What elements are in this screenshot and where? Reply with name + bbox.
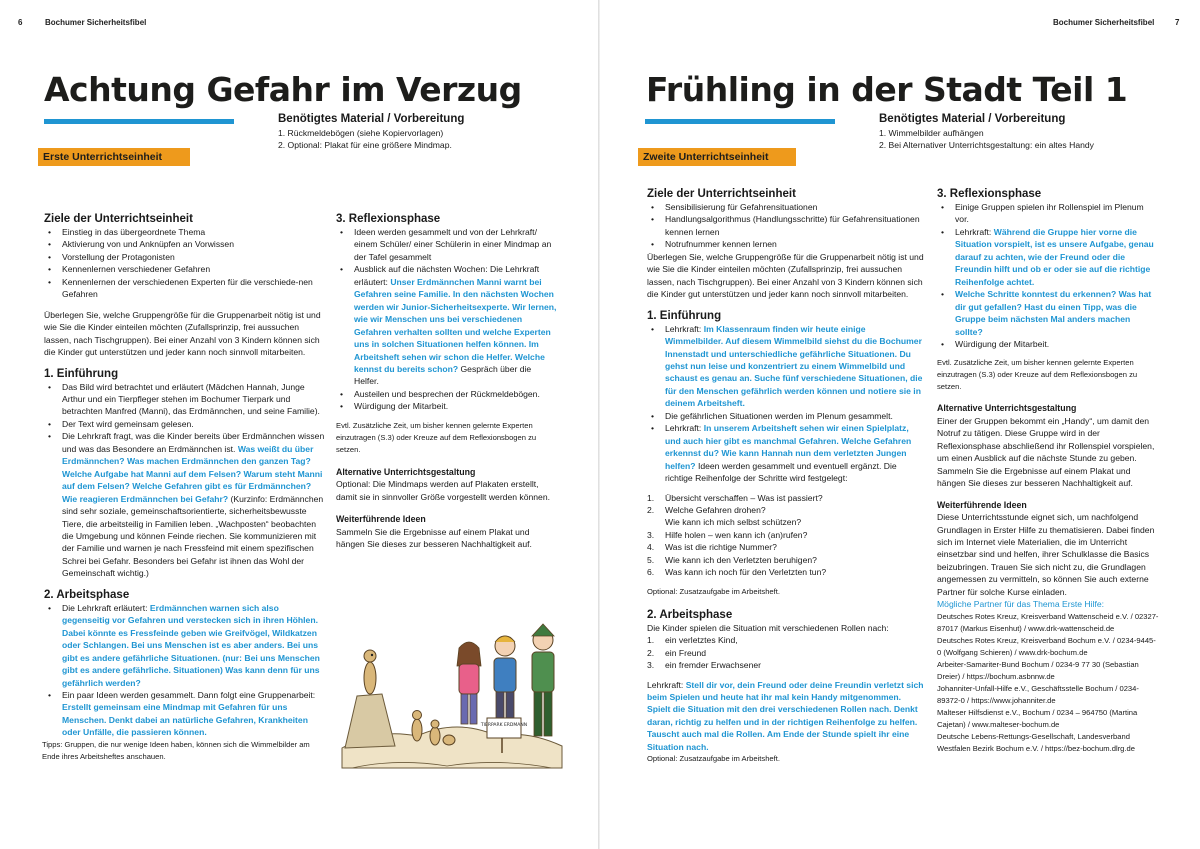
list-item: • Das Bild wird betrachtet und erläutert (Mädchen Hannah, Junge Arthur und ein Tierpfleger stehen im Bochumer Tierpark und betrachten Manfred (Manni), das Erdmännchen, und seine Familie). — [44, 381, 326, 418]
left-column — [647, 187, 925, 765]
intro-heading: 1. Einführung — [647, 309, 722, 322]
material-box — [879, 112, 1094, 151]
alt-heading: Alternative Unterrichtsgestaltung — [937, 403, 1077, 414]
list-item: • Sensibilisierung für Gefahrensituationen — [647, 201, 925, 213]
partner-entry: Deutsches Rotes Kreuz, Kreisverband Bochum e.V. / 0234-9445-0 (Wolfgang Schieren) / www.drk-bochum.de — [937, 635, 1156, 657]
title-rule — [645, 119, 835, 124]
intro-list — [647, 323, 925, 485]
alt-paragraph: Einer der Gruppen bekommt ein „Handy“, um damit den Notruf zu tätigen. Diese Gruppe wird in der Reflexionsphase abschließend ihr Rollenspiel vorspielen, um einen Ausblick auf die nächste Stunde zu geben. Sammeln Sie die Ergebnisse auf einem Plakat und hängen Sie dieses zur besseren Nachhaltigkeit auf. — [937, 415, 1155, 489]
page-title: Achtung Gefahr im Verzug — [44, 70, 522, 109]
alt-paragraph: Optional: Die Mindmaps werden auf Plakaten erstellt, damit sie in sinnvoller Größe vorgestellt werden können. — [336, 479, 550, 502]
goals-list — [647, 201, 925, 251]
list-item: • Aktivierung von und Anknüpfen an Vorwissen — [44, 238, 326, 250]
list-item: • Einstieg in das übergeordnete Thema — [44, 226, 326, 238]
list-item: • Notrufnummer kennen lernen — [647, 238, 925, 250]
sign-text: TIERPARK ERDMANN — [480, 723, 528, 728]
reflex-list — [937, 201, 1159, 350]
list-item: • Würdigung der Mitarbeit. — [937, 338, 1159, 350]
intro-list — [44, 381, 326, 580]
list-item: • Kennenlernen verschiedener Gefahren — [44, 263, 326, 275]
reflex-heading: 3. Reflexionsphase — [336, 213, 441, 225]
work-paragraph: Die Kinder spielen die Situation mit verschiedenen Rollen nach: — [647, 622, 889, 633]
material-item: 2. Bei Alternativer Unterrichtsgestaltung: ein altes Handy — [879, 140, 1094, 150]
list-item: • Kennenlernen der verschiedenen Experten für die verschiede-nen Gefahren — [44, 276, 326, 301]
running-head: Bochumer Sicherheitsfibel — [45, 18, 147, 27]
groups-paragraph: Überlegen Sie, welche Gruppengröße für die Gruppenarbeit nötig ist und wie Sie die Kinder einteilen möchten (Zufallsprinzip, frei aussuchen lassen, nach Tischgruppen). Bei einer Anzahl von 3 Kindern können sich die Kinder gut unterstützen und jeder kann noch sinnvoll mitarbeiten. — [647, 251, 924, 300]
page-number: 6 — [18, 18, 23, 27]
running-head: Bochumer Sicherheitsfibel — [1053, 18, 1155, 27]
goals-heading: Ziele der Unterrichtseinheit — [647, 188, 796, 200]
list-item: 4. Was ist die richtige Nummer? — [647, 542, 777, 553]
list-item: 2. ein Freund — [647, 647, 707, 658]
work-teacher-paragraph: Lehrkraft: Stell dir vor, dein Freund oder deine Freundin verletzt sich beim Spielen und heute hat ihr mal kein Handy mitgenommen. Spielt die Situation mit den drei verschiedenen Rollen nach. Denkt daran, richtig zu helfen und in der richtigen Reihenfolge zu helfen. Tauscht auch mal die Rollen. Am Ende der Stunde spielt ihr eine Situation nach. — [647, 679, 924, 752]
goals-list — [44, 226, 326, 301]
right-column — [336, 212, 558, 551]
list-item: • Die Lehrkraft fragt, was die Kinder bereits über Erdmännchen wissen und was das Besondere an Erdmännchen ist. Was weißt du über Erdmännchen? Was machen Erdmännchen den ganzen Tag? Welche Aufgabe hat Manni auf dem Felsen? Warum steht Manni auf dem Felsen? Welche Gefahren gibt es für Erdmännchen? Wie reagieren Erdmännchen bei Gefahr? (Kurzinfo: Erdmännchen sind sehr soziale, gemeinschaftsorientierte, sicherheitsbewusste Tiere, die arbeitsteilig in Familien leben. „Wachposten“ beobachten die Umgebung und können Feinde riechen. Sie kommunizieren mit der Familie und warnen je nach Fressfeind mit einem spezifischen Schrei bei Gefahr. Besonders bei Gefahr ist ihnen das Wohl der Gemeinschaft wichtig.) — [44, 430, 326, 579]
groups-paragraph: Überlegen Sie, welche Gruppengröße für die Gruppenarbeit nötig ist und wie Sie die Kinder einteilen möchten (Zufallsprinzip, frei aussuchen lassen, nach Tischgruppen). Bei einer Anzahl von 3 Kindern können sich die Kinder gut unterstützen und jeder kann noch sinnvoll mitarbeiten. — [44, 309, 321, 358]
unit-tag: Zweite Unterrichtseinheit — [638, 148, 796, 166]
list-item: 3. ein fremder Erwachsener — [647, 660, 762, 671]
goals-heading: Ziele der Unterrichtseinheit — [44, 213, 193, 225]
work-heading: 2. Arbeitsphase — [44, 588, 130, 601]
partners-heading: Mögliche Partner für das Thema Erste Hilfe: — [937, 599, 1105, 610]
work-heading: 2. Arbeitsphase — [647, 608, 733, 621]
extra-time-note: Evtl. Zusätzliche Zeit, um bisher kennen gelernte Experten einzutragen (S.3) oder Kreuze auf dem Reflexionsbogen zu setzen. — [336, 420, 537, 454]
list-item: • Ausblick auf die nächsten Wochen: Die Lehrkraft erläutert: Unser Erdmännchen Manni warnt bei Gefahren seine Familie. In den nächsten Wochen werden wir Junior-Sicherheitsexperte. Wir lernen, wie wir Menschen uns bei verschiedenen Gefahren verhalten sollten und welche Experten uns in solchen Situationen helfen können. Im Arbeitsheft sehen wir schon die Helfer. Welche kennst du bereits schon? Gespräch über die Helfer. — [336, 263, 558, 388]
meerkat-children-illustration — [337, 618, 567, 778]
left-column — [44, 212, 326, 763]
further-heading: Weiterführende Ideen — [336, 514, 426, 525]
list-item: 1. ein verletztes Kind, — [647, 635, 738, 646]
extra-time-note: Evtl. Zusätzliche Zeit, um bisher kennen gelernte Experten einzutragen (S.3) oder Kreuze auf dem Reflexionsbogen zu setzen. — [937, 358, 1138, 392]
partner-entry: Arbeiter-Samariter-Bund Bochum / 0234-9 77 30 (Sebastian Dreier) / https://bochum.asbnnw.de — [937, 659, 1139, 681]
partner-entry: Deutsche Lebens-Rettungs-Gesellschaft, Landesverband Westfalen Bezirk Bochum e.V. / https://bez-bochum.dlrg.de — [937, 731, 1135, 753]
further-paragraph: Sammeln Sie die Ergebnisse auf einem Plakat und hängen Sie dieses zur besseren Nachhaltigkeit auf. — [336, 526, 532, 550]
list-item: 2. Welche Gefahren drohen? — [647, 504, 766, 515]
further-paragraph: Diese Unterrichtsstunde eignet sich, um nachfolgend Grundlagen in Erster Hilfe zu thematisieren. Dabei finden sich im Internet viele Materialien, die im Unterricht einsetzbar sind und helfen, ihrer Schulklasse die Basics beizubringen. Trauen Sie sich nicht zu, die Grundlagen angemessen zu vermitteln, so können Sie auch externe Partner für solche Kurse einladen. — [937, 512, 1155, 597]
steps-list — [647, 492, 925, 579]
right-page — [600, 0, 1200, 849]
list-item: 1. Übersicht verschaffen – Was ist passiert? — [647, 492, 823, 503]
list-item: • Lehrkraft: Im Klassenraum finden wir heute einige Wimmelbilder. Auf diesem Wimmelbild siehst du die Bochumer Innenstadt und unterschiedliche gefährliche Situationen. Du gehst nun leise und konzentriert zu einem Wimmelbild und schaust es genau an. Suche fünf verschiedene Situationen, die für den Menschen gefährlich werden können und notiere sie in deinem Arbeitsheft. — [647, 323, 925, 410]
reflex-list — [336, 226, 558, 413]
list-item: • Einige Gruppen spielen ihr Rollenspiel im Plenum vor. — [937, 201, 1159, 226]
material-heading: Benötigtes Material / Vorbereitung — [879, 113, 1066, 125]
list-item: • Der Text wird gemeinsam gelesen. — [44, 418, 326, 430]
work-list — [44, 602, 326, 739]
optional-note: Optional: Zusatzaufgabe im Arbeitsheft. — [647, 586, 780, 596]
optional-note: Optional: Zusatzaufgabe im Arbeitsheft. — [647, 754, 780, 764]
further-heading: Weiterführende Ideen — [937, 499, 1027, 510]
list-item: • Die gefährlichen Situationen werden im Plenum gesammelt. — [647, 410, 925, 422]
page-number: 7 — [1175, 18, 1180, 27]
partner-entry: Johanniter-Unfall-Hilfe e.V., Geschäftsstelle Bochum / 0234-89372-0 / https://www.johanniter.de — [937, 683, 1139, 705]
material-item: 2. Optional: Plakat für eine größere Mindmap. — [278, 140, 452, 150]
list-item: 5. Wie kann ich den Verletzten beruhigen? — [647, 554, 817, 565]
material-item: 1. Rückmeldebögen (siehe Kopiervorlagen) — [278, 128, 444, 138]
list-item: • Handlungsalgorithmus (Handlungsschritte) für Gefahrensituationen kennen lernen — [647, 213, 925, 238]
material-item: 1. Wimmelbilder aufhängen — [879, 128, 984, 138]
list-item: Wie kann ich mich selbst schützen? — [665, 517, 802, 528]
list-item: • Würdigung der Mitarbeit. — [336, 400, 558, 412]
list-item: 6. Was kann ich noch für den Verletzten tun? — [647, 567, 827, 578]
unit-tag: Erste Unterrichtseinheit — [38, 148, 190, 166]
intro-heading: 1. Einführung — [44, 367, 119, 380]
page-title: Frühling in der Stadt Teil 1 — [646, 70, 1128, 109]
list-item: • Welche Schritte konntest du erkennen? Was hat dir gut gefallen? Hast du einen Tipp, was die Gruppe beim nächsten Mal anders machen sollte? — [937, 288, 1159, 338]
roles-list — [647, 634, 925, 671]
list-item: • Lehrkraft: Während die Gruppe hier vorne die Situation vorspielt, ist es unsere Aufgabe, genau darauf zu achten, wie der Freund oder die Freundin hilft und ob er oder sie auf die richtige Reihenfolge achtet. — [937, 226, 1159, 288]
reflex-heading: 3. Reflexionsphase — [937, 188, 1042, 200]
list-item: • Lehrkraft: In unserem Arbeitsheft sehen wir einen Spielplatz, und auch hier gibt es manchmal Gefahren. Welche Gefahren erkennst du? Wie kann Hannah nun dem verletzten Jungen helfen? Ideen werden gesammelt und eventuell ergänzt. Die richtige Reihenfolge der Schritte wird festgelegt: — [647, 422, 925, 484]
material-box — [278, 112, 464, 151]
alt-heading: Alternative Unterrichtsgestaltung — [336, 466, 476, 477]
list-item: • Austeilen und besprechen der Rückmeldebögen. — [336, 388, 558, 400]
list-item: • Ideen werden gesammelt und von der Lehrkraft/ einem Schüler/ einer Schülerin in einer Mindmap an der Tafel gesammelt — [336, 226, 558, 263]
material-heading: Benötigtes Material / Vorbereitung — [278, 113, 465, 125]
partner-entry: Malteser Hilfsdienst e.V., Bochum / 0234 – 964750 (Martina Cajetan) / www.malteser-bochum.de — [937, 707, 1138, 729]
title-rule — [44, 119, 234, 124]
partner-entry: Deutsches Rotes Kreuz, Kreisverband Wattenscheid e.V. / 02327-87017 (Markus Eisenhut) / www.drk-wattenscheid.de — [937, 611, 1159, 633]
list-item: • Die Lehrkraft erläutert: Erdmännchen warnen sich also gegenseitig vor Gefahren und verstecken sich in ihren Höhlen. Dabei könnte es Fressfeinde geben wie Greifvögel, Wildkatzen oder Schlangen. Bei uns Menschen ist es aber anders. Bei uns gibt es andere gefährliche Situationen. (nur: Bei uns Menschen gibt es andere gefährliche. Situationen) Was kann denn für uns gefährlich werden? — [44, 602, 326, 689]
list-item: • Vorstellung der Protagonisten — [44, 251, 326, 263]
list-item: 3. Hilfe holen – wen kann ich (an)rufen? — [647, 529, 808, 540]
right-column — [937, 187, 1159, 755]
tips-note: Tipps: Gruppen, die nur wenige Ideen haben, können sich die Wimmelbilder am Ende ihres Arbeitsheftes anschauen. — [42, 739, 310, 761]
list-item: • Ein paar Ideen werden gesammelt. Dann folgt eine Gruppenarbeit: Erstellt gemeinsam eine Mindmap mit Gefahren für uns Menschen. Denkt dabei an natürliche Gefahren, Krankheiten oder Unfälle, die passieren können. — [44, 689, 326, 739]
